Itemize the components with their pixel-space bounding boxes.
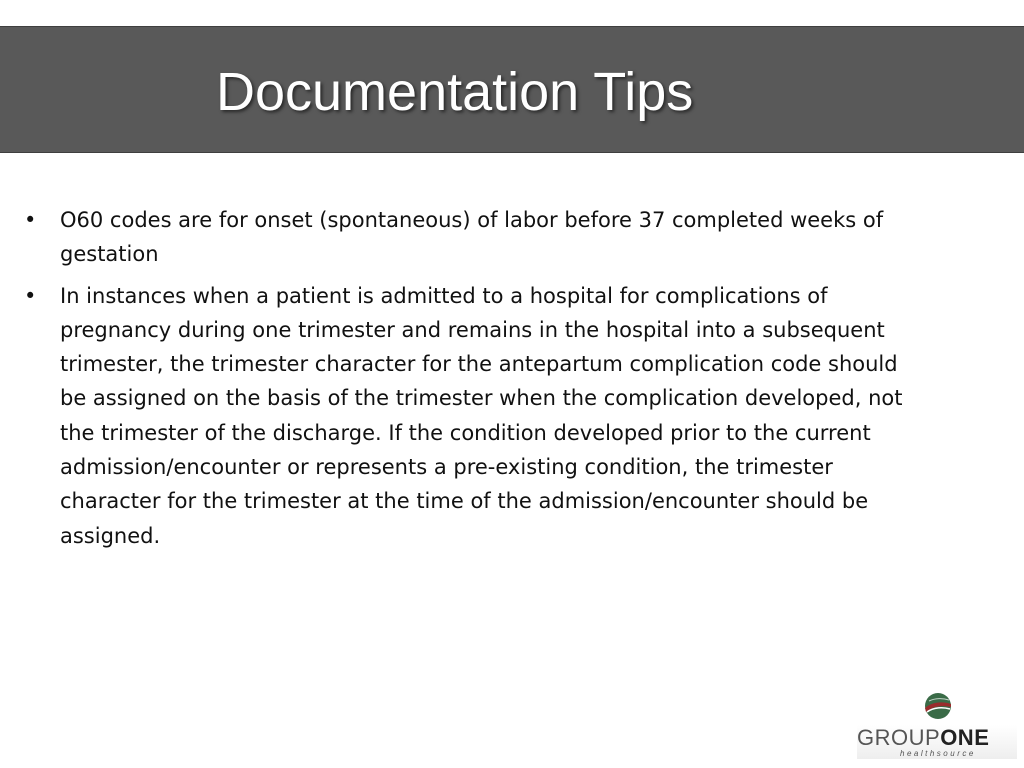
globe-swoosh-icon [924,692,952,720]
slide-title: Documentation Tips [216,62,694,122]
title-bar [0,26,1024,153]
logo-subtitle: healthsource [900,749,976,758]
bullet-item [24,279,924,553]
bullet-list [24,203,924,560]
groupone-logo [857,692,1017,762]
logo-word-one: ONE [940,725,990,750]
bullet-marker: • [24,208,37,232]
bullet-marker: • [24,283,37,308]
logo-word-group: GROUP [857,725,941,750]
bullet-text: O60 codes are for onset (spontaneous) of labor before 37 completed weeks of gestation [60,208,884,267]
logo-wordmark [857,725,989,751]
bullet-text: In instances when a patient is admitted to a hospital for complications of pregnancy during one trimester and remains in the hospital into a subsequent trimester, the trimester character for the antepartum complication code should be assigned on the basis of the trimester when the complication developed, not the trimester of the discharge. If the condition developed prior to the current admission/encounter or represents a pre-existing condition, the trimester character for the trimester at the time of the admission/encounter should be assigned. [60,283,903,548]
bullet-item [24,203,924,272]
